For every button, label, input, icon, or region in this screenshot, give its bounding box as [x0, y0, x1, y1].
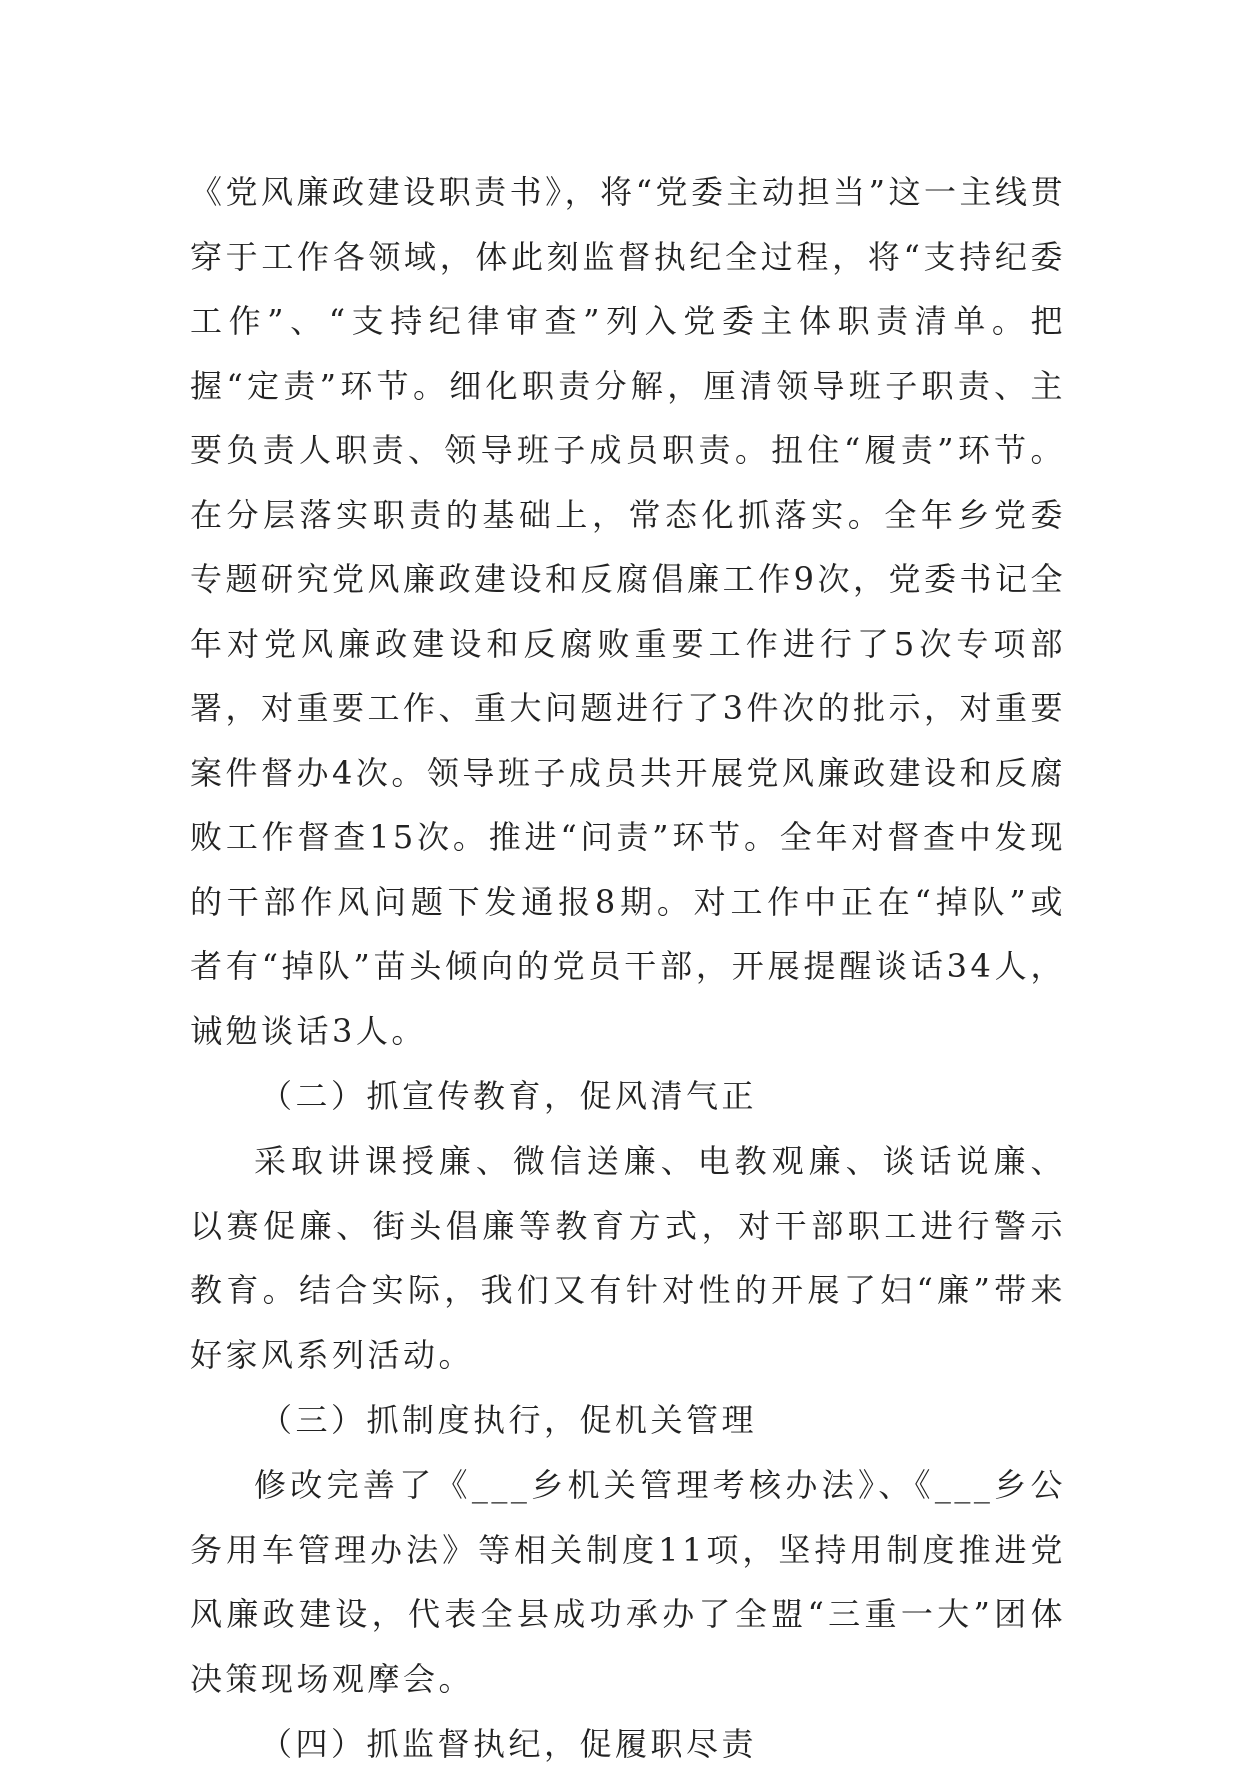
document-body	[190, 160, 1066, 1777]
section-heading-2: （二）抓宣传教育，促风清气正	[260, 1077, 758, 1115]
paragraph-system: 修改完善了《___乡机关管理考核办法》、《___乡公务用车管理办法》等相关制度11项，坚持用制度推进党风廉政建设，代表全县成功承办了全盟“三重一大”团体决策现场观摩会。	[190, 1466, 1066, 1698]
paragraph-responsibility: 《党风廉政建设职责书》，将“党委主动担当”这一主线贯穿于工作各领域，体此刻监督执纪全过程，将“支持纪委工作”、“支持纪律审查”列入党委主体职责清单。把握“定责”环节。细化职责分解，厘清领导班子职责、主要负责人职责、领导班子成员职责。扭住“履责”环节。在分层落实职责的基础上，常态化抓落实。全年乡党委专题研究党风廉政建设和反腐倡廉工作9次，党委书记全年对党风廉政建设和反腐败重要工作进行了5次专项部署，对重要工作、重大问题进行了3件次的批示，对重要案件督办4次。领导班子成员共开展党风廉政建设和反腐败工作督查15次。推进“问责”环节。全年对督查中发现的干部作风问题下发通报8期。对工作中正在“掉队”或者有“掉队”苗头倾向的党员干部，开展提醒谈话34人，诫勉谈话3人。	[190, 173, 1066, 1050]
paragraph-education: 采取讲课授廉、微信送廉、电教观廉、谈话说廉、以赛促廉、街头倡廉等教育方式，对干部职工进行警示教育。结合实际，我们又有针对性的开展了妇“廉”带来好家风系列活动。	[190, 1142, 1066, 1374]
section-heading-3: （三）抓制度执行，促机关管理	[260, 1401, 758, 1439]
section-heading-4: （四）抓监督执纪，促履职尽责	[260, 1725, 758, 1763]
